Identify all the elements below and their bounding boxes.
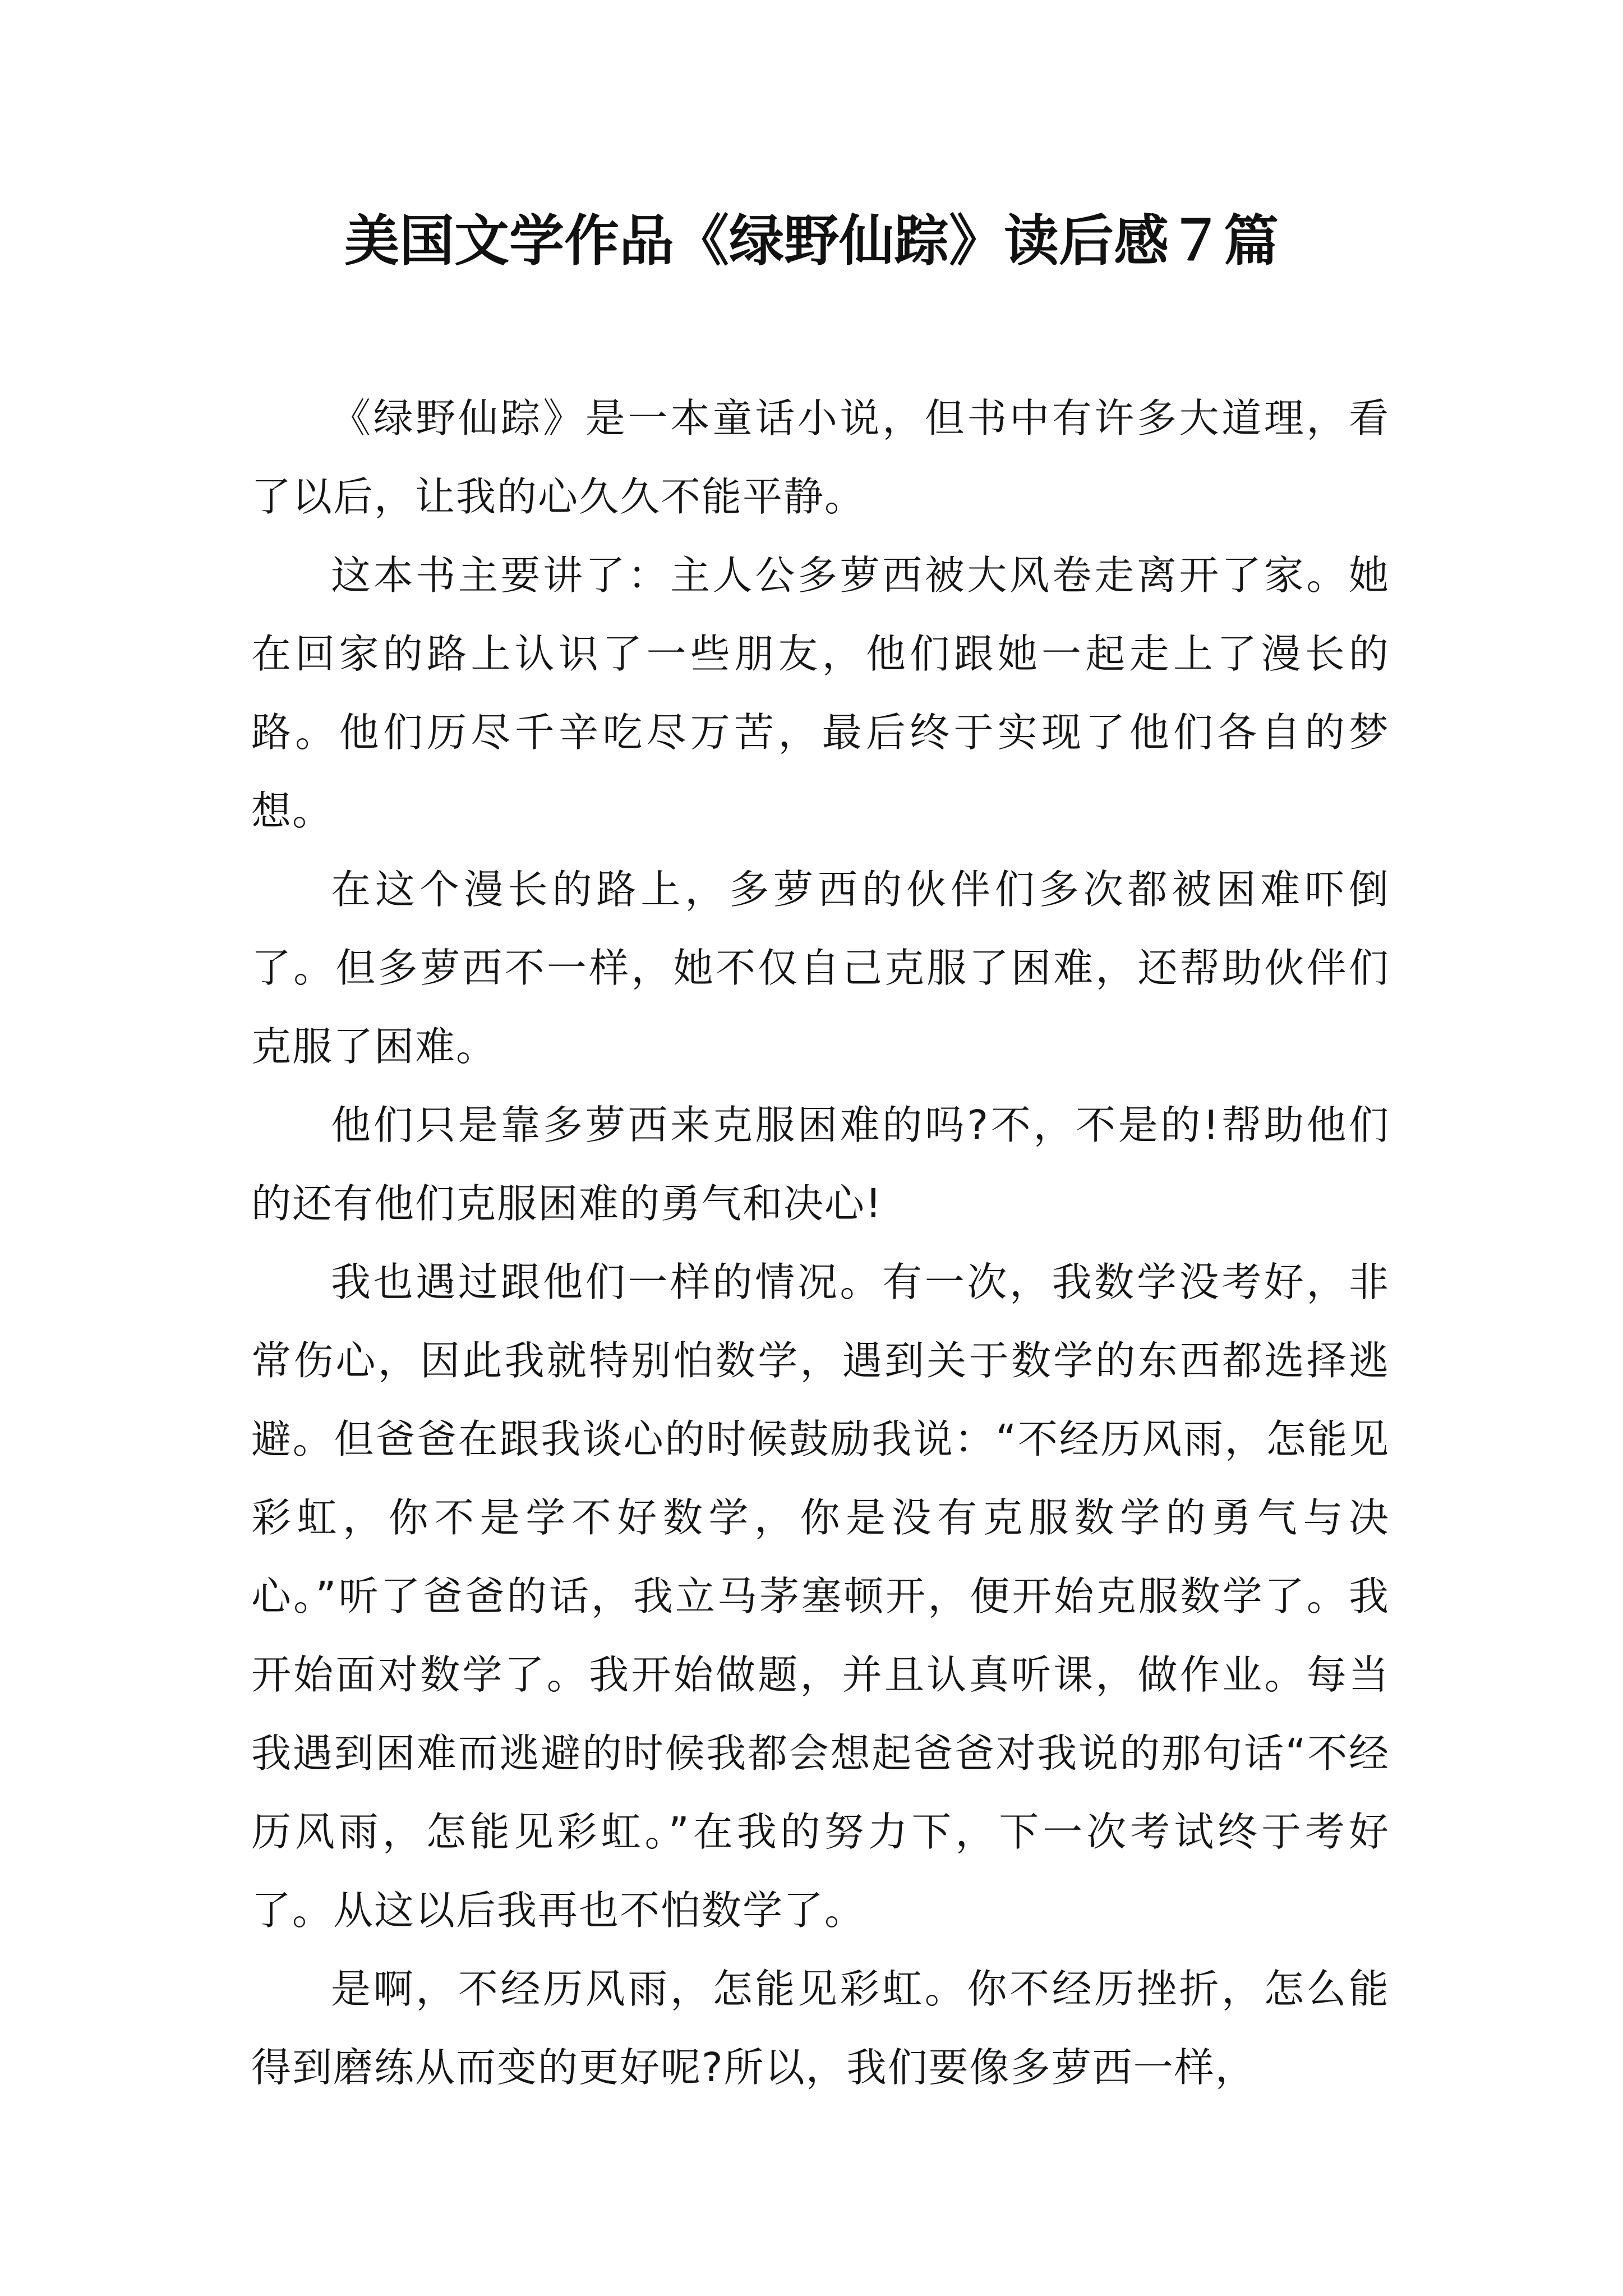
document-title: 美国文学作品《绿野仙踪》读后感７篇 <box>344 209 1279 273</box>
paragraph: 《绿野仙踪》是一本童话小说，但书中有许多大道理，看了以后，让我的心久久不能平静。 <box>251 395 1390 520</box>
paragraph: 在这个漫长的路上，多萝西的伙伴们多次都被困难吓倒了。但多萝西不一样，她不仅自己克服了困难，还帮助伙伴们克服了困难。 <box>251 866 1390 1070</box>
paragraph: 这本书主要讲了：主人公多萝西被大风卷走离开了家。她在回家的路上认识了一些朋友，他们跟她一起走上了漫长的路。他们历尽千辛吃尽万苦，最后终于实现了他们各自的梦想。 <box>251 552 1390 834</box>
paragraph: 他们只是靠多萝西来克服困难的吗?不，不是的!帮助他们的还有他们克服困难的勇气和决心! <box>251 1102 1390 1227</box>
document-body <box>251 379 1390 2107</box>
paragraph: 我也遇过跟他们一样的情况。有一次，我数学没考好，非常伤心，因此我就特别怕数学，遇到关于数学的东西都选择逃避。但爸爸在跟我谈心的时候鼓励我说：“不经历风雨，怎能见彩虹，你不是学不好数学，你是没有克服数学的勇气与决心。”听了爸爸的话，我立马茅塞顿开，便开始克服数学了。我开始面对数学了。我开始做题，并且认真听课，做作业。每当我遇到困难而逃避的时候我都会想起爸爸对我说的那句话“不经历风雨，怎能见彩虹。”在我的努力下，下一次考试终于考好了。从这以后我再也不怕数学了。 <box>251 1259 1390 1934</box>
paragraph: 是啊，不经历风雨，怎能见彩虹。你不经历挫折，怎么能得到磨练从而变的更好呢?所以，我们要像多萝西一样， <box>251 1966 1390 2091</box>
